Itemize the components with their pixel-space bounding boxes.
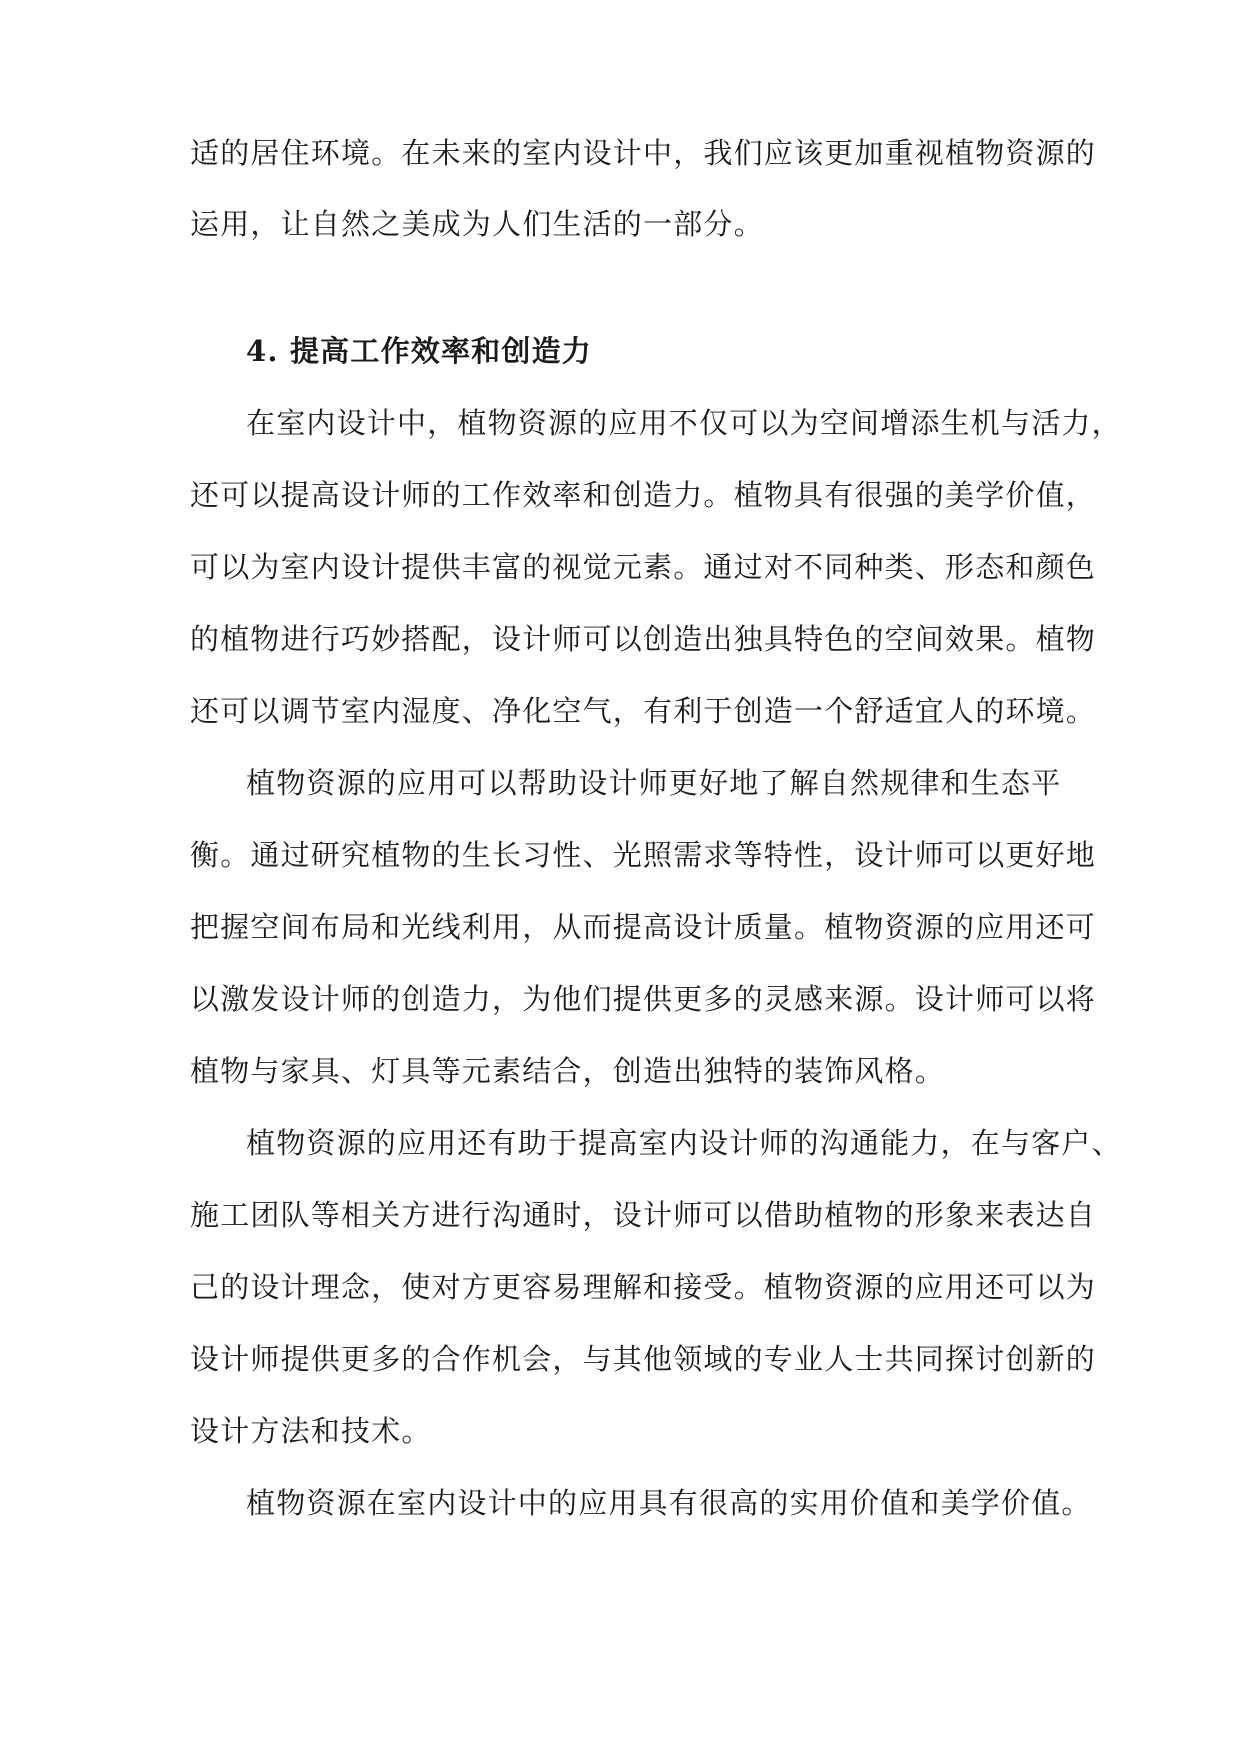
text-line: 的植物进行巧妙搭配，设计师可以创造出独具特色的空间效果。植物 bbox=[190, 622, 1097, 656]
text-line: 设计方法和技术。 bbox=[190, 1414, 432, 1448]
text-line: 施工团队等相关方进行沟通时，设计师可以借助植物的形象来表达自 bbox=[190, 1198, 1097, 1232]
text-line: 把握空间布局和光线利用，从而提高设计质量。植物资源的应用还可 bbox=[190, 910, 1097, 944]
text-line: 还可以调节室内湿度、净化空气，有利于创造一个舒适宜人的环境。 bbox=[190, 694, 1097, 728]
text-line: 可以为室内设计提供丰富的视觉元素。通过对不同种类、形态和颜色 bbox=[190, 550, 1097, 584]
text-line: 植物资源的应用可以帮助设计师更好地了解自然规律和生态平 bbox=[246, 766, 1062, 800]
text-line: 植物资源的应用还有助于提高室内设计师的沟通能力，在与客户、 bbox=[246, 1126, 1122, 1160]
text-line: 植物资源在室内设计中的应用具有很高的实用价值和美学价值。 bbox=[246, 1486, 1092, 1520]
text-line: 衡。通过研究植物的生长习性、光照需求等特性，设计师可以更好地 bbox=[190, 838, 1097, 872]
section-heading: 4. 提高工作效率和创造力 bbox=[246, 334, 592, 368]
text-line: 运用，让自然之美成为人们生活的一部分。 bbox=[190, 207, 764, 241]
text-line: 还可以提高设计师的工作效率和创造力。植物具有很强的美学价值， bbox=[190, 478, 1097, 512]
text-line: 己的设计理念，使对方更容易理解和接受。植物资源的应用还可以为 bbox=[190, 1270, 1097, 1304]
text-line: 以激发设计师的创造力，为他们提供更多的灵感来源。设计师可以将 bbox=[190, 982, 1097, 1016]
text-line: 植物与家具、灯具等元素结合，创造出独特的装饰风格。 bbox=[190, 1054, 946, 1088]
text-line: 适的居住环境。在未来的室内设计中，我们应该更加重视植物资源的 bbox=[190, 136, 1097, 170]
text-line: 在室内设计中，植物资源的应用不仅可以为空间增添生机与活力， bbox=[246, 406, 1122, 440]
text-line: 设计师提供更多的合作机会，与其他领域的专业人士共同探讨创新的 bbox=[190, 1342, 1097, 1376]
